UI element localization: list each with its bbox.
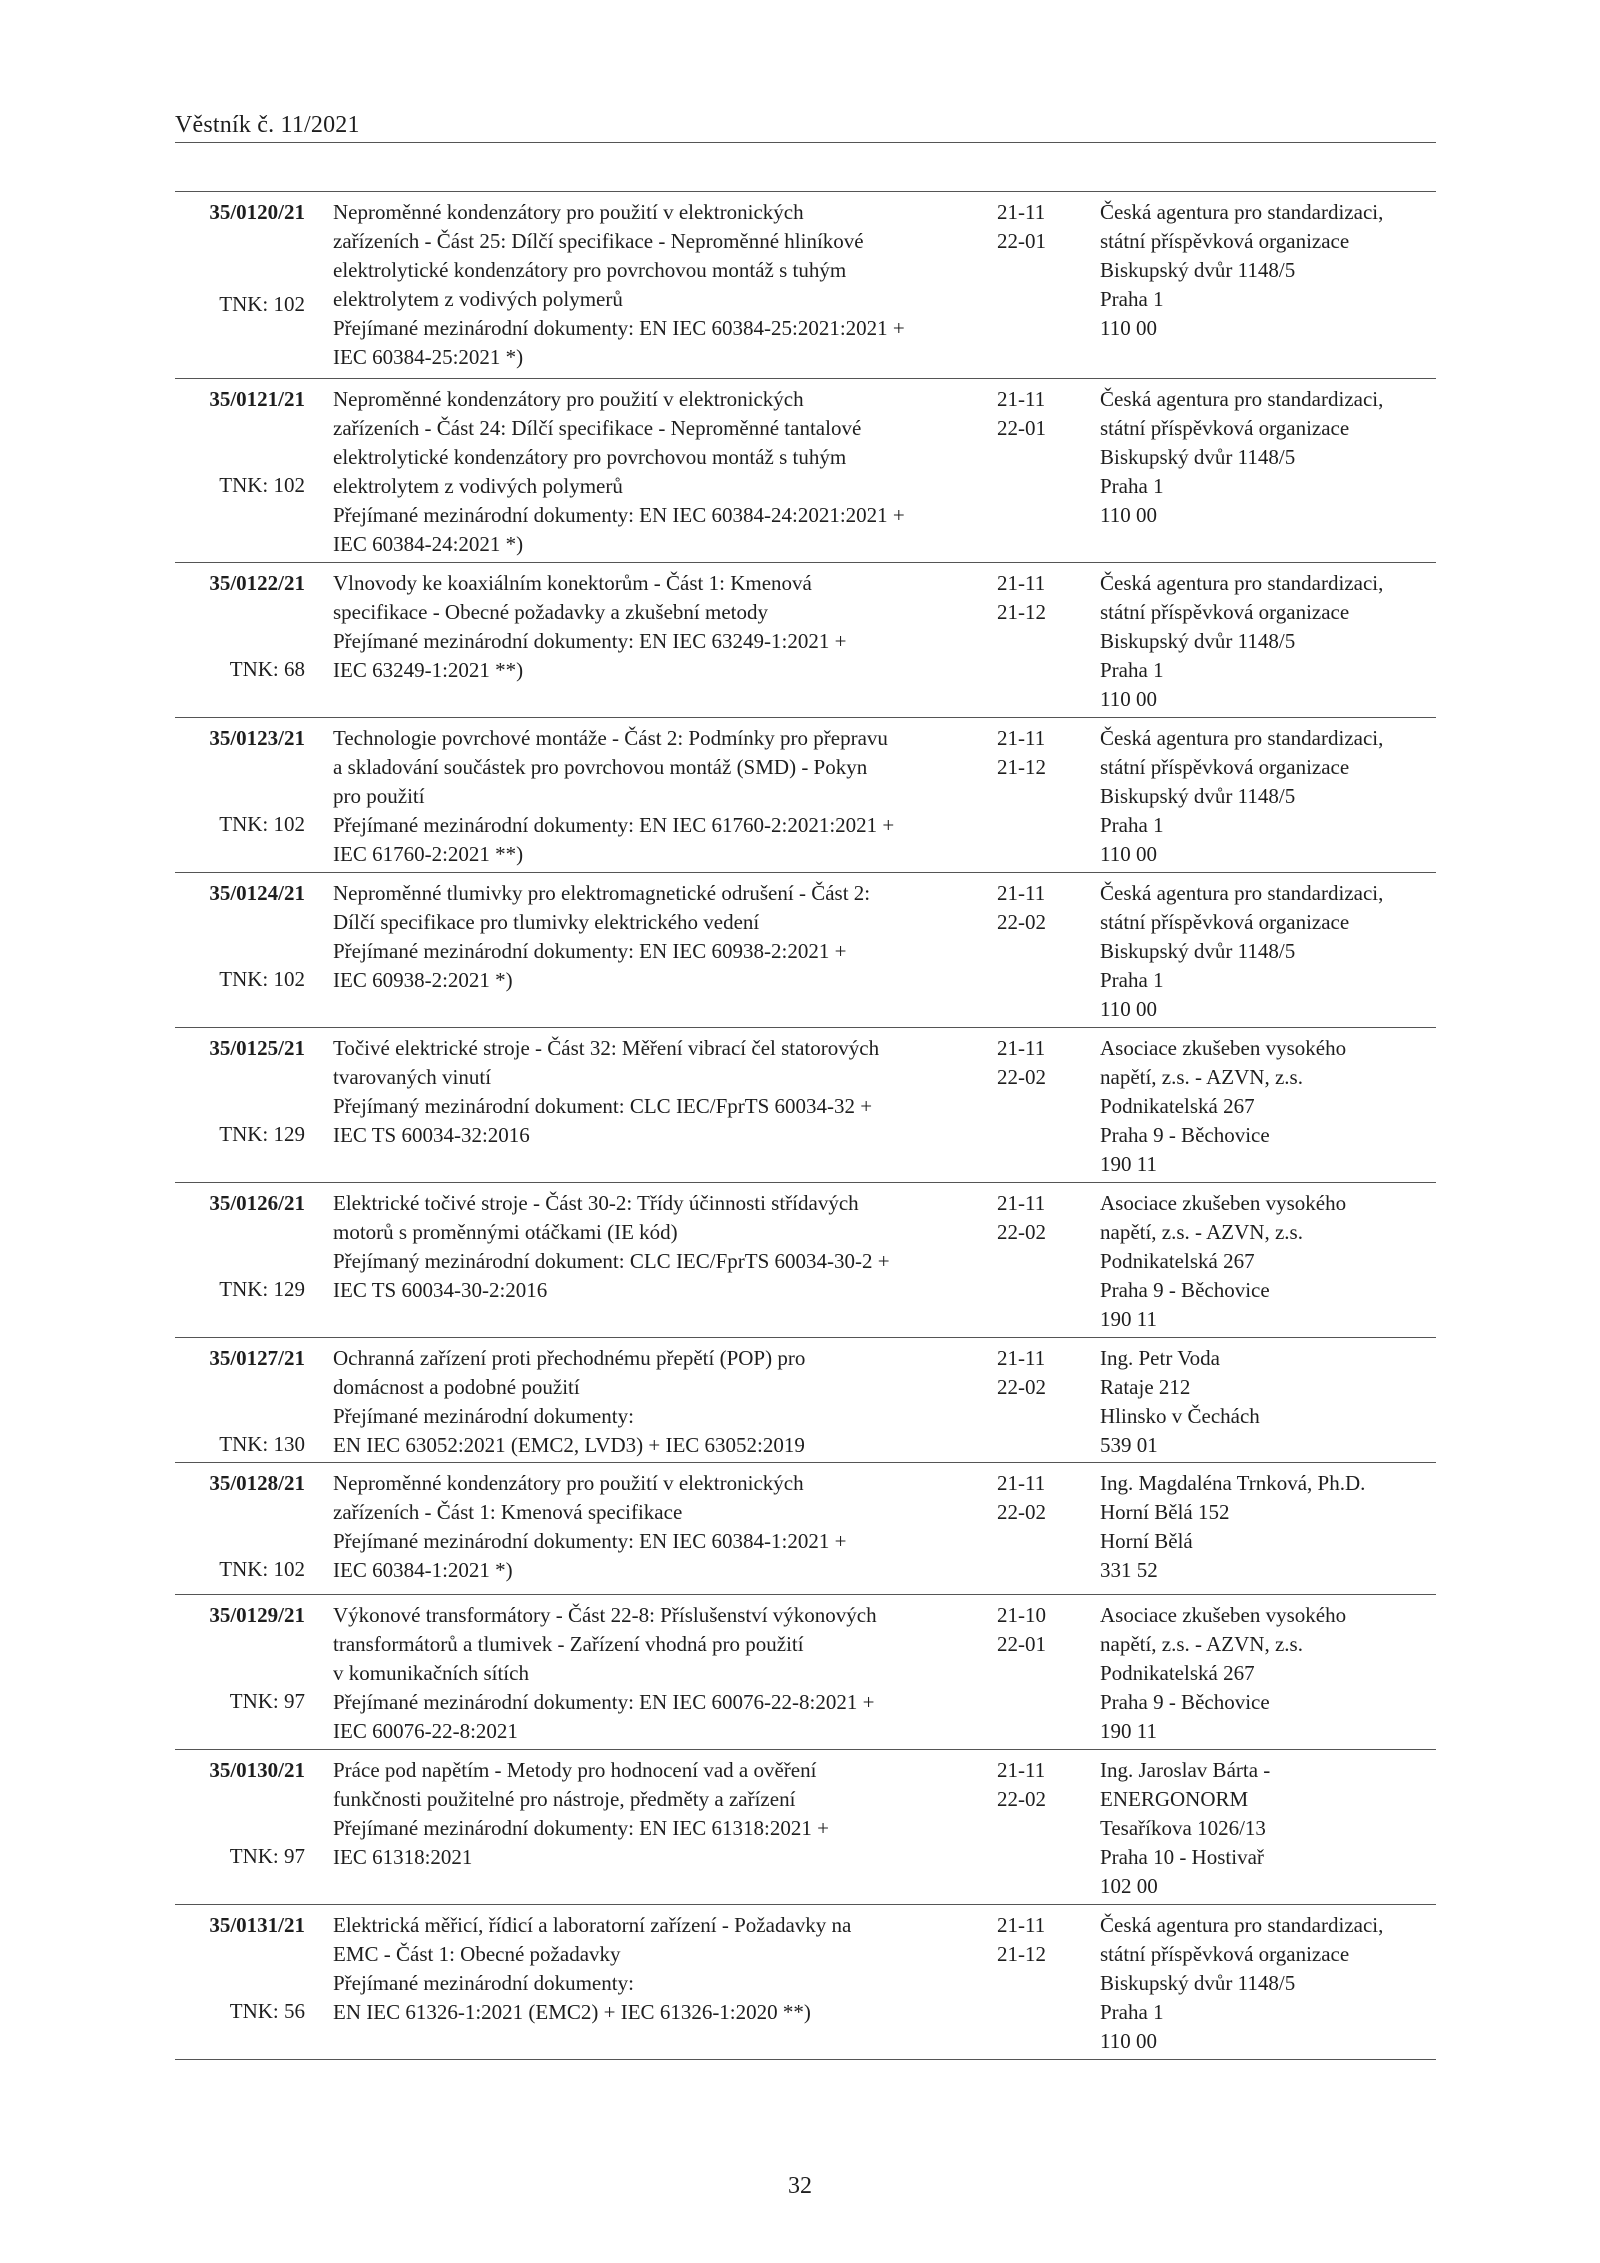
processor-line: Česká agentura pro standardizaci, — [1100, 1913, 1384, 1937]
entry-number: 35/0129/21 — [209, 1603, 305, 1627]
entry-number: 35/0121/21 — [209, 387, 305, 411]
processor-line: Biskupský dvůr 1148/5 — [1100, 784, 1296, 808]
processor-address — [1100, 1189, 1440, 1334]
processor-line: Podnikatelská 267 — [1100, 1249, 1255, 1273]
processor-line: Praha 10 - Hostivař — [1100, 1845, 1264, 1869]
table-row — [175, 873, 1436, 1028]
processor-line: Praha 9 - Běchovice — [1100, 1123, 1270, 1147]
processor-line: 110 00 — [1100, 316, 1157, 340]
title-line: Neproměnné tlumivky pro elektromagnetické odrušení - Část 2: — [333, 881, 871, 905]
standard-title — [333, 879, 871, 995]
entry-number: 35/0130/21 — [209, 1758, 305, 1782]
title-line: IEC 60076-22-8:2021 — [333, 1719, 518, 1743]
title-line: IEC 60384-25:2021 *) — [333, 345, 524, 369]
processor-line: Biskupský dvůr 1148/5 — [1100, 939, 1296, 963]
title-line: Přejímané mezinárodní dokumenty: — [333, 1404, 634, 1428]
standard-title — [333, 1756, 833, 1872]
tnk-code: TNK: 68 — [229, 657, 305, 681]
processor-line: 190 11 — [1100, 1719, 1157, 1743]
processor-line: Tesaříkova 1026/13 — [1100, 1816, 1266, 1840]
date-value: 22-01 — [997, 416, 1046, 440]
processor-line: Asociace zkušeben vysokého — [1100, 1191, 1347, 1215]
title-line: motorů s proměnnými otáčkami (IE kód) — [333, 1220, 678, 1244]
date-value: 22-02 — [997, 1500, 1046, 1524]
entry-number-cell — [175, 385, 305, 497]
date-value: 22-02 — [997, 1375, 1046, 1399]
processor-line: ENERGONORM — [1100, 1787, 1249, 1811]
processor-line: Praha 1 — [1100, 968, 1164, 992]
date-value: 21-11 — [997, 726, 1046, 750]
title-line: EN IEC 61326-1:2021 (EMC2) + IEC 61326-1:2020 **) — [333, 2000, 811, 2024]
processor-line: státní příspěvková organizace — [1100, 1942, 1350, 1966]
dates-cell — [997, 1469, 1067, 1527]
title-line: IEC 61760-2:2021 **) — [333, 842, 524, 866]
processor-line: státní příspěvková organizace — [1100, 910, 1350, 934]
standard-title — [333, 1189, 890, 1305]
dates-cell — [997, 724, 1067, 782]
standard-title — [333, 1911, 852, 2027]
title-line: elektrolytem z vodivých polymerů — [333, 474, 623, 498]
title-line: Točivé elektrické stroje - Část 32: Měření vibrací čel statorových — [333, 1036, 880, 1060]
title-line: tvarovaných vinutí — [333, 1065, 492, 1089]
dates-cell — [997, 1344, 1067, 1402]
page-header — [175, 110, 1436, 143]
title-line: Přejímané mezinárodní dokumenty: EN IEC 60076-22-8:2021 + — [333, 1690, 875, 1714]
title-line: a skladování součástek pro povrchovou montáž (SMD) - Pokyn — [333, 755, 868, 779]
title-line: Přejímané mezinárodní dokumenty: EN IEC 61760-2:2021:2021 + — [333, 813, 895, 837]
entry-number: 35/0128/21 — [209, 1471, 305, 1495]
title-line: Přejímané mezinárodní dokumenty: EN IEC 63249-1:2021 + — [333, 629, 847, 653]
date-value: 21-11 — [997, 1191, 1046, 1215]
dates-cell — [997, 1601, 1067, 1659]
title-line: Elektrické točivé stroje - Část 30-2: Třídy účinnosti střídavých — [333, 1191, 859, 1215]
processor-line: Praha 9 - Běchovice — [1100, 1278, 1270, 1302]
date-value: 22-01 — [997, 229, 1046, 253]
title-line: zařízeních - Část 24: Dílčí specifikace - Neproměnné tantalové — [333, 416, 862, 440]
table-row — [175, 1463, 1436, 1595]
processor-address — [1100, 879, 1440, 1024]
bulletin-title: Věstník č. 11/2021 — [175, 112, 360, 138]
processor-line: napětí, z.s. - AZVN, z.s. — [1100, 1065, 1303, 1089]
entry-number: 35/0122/21 — [209, 571, 305, 595]
title-line: Vlnovody ke koaxiálním konektorům - Část 1: Kmenová — [333, 571, 812, 595]
tnk-code: TNK: 102 — [219, 812, 305, 836]
title-line: pro použití — [333, 784, 425, 808]
entry-number: 35/0126/21 — [209, 1191, 305, 1215]
date-value: 22-02 — [997, 1065, 1046, 1089]
date-value: 21-11 — [997, 1471, 1046, 1495]
entry-number: 35/0123/21 — [209, 726, 305, 750]
date-value: 21-12 — [997, 1942, 1046, 1966]
processor-address — [1100, 724, 1440, 869]
processor-line: 102 00 — [1100, 1874, 1158, 1898]
processor-line: 190 11 — [1100, 1307, 1157, 1331]
entry-number-cell — [175, 1601, 305, 1713]
processor-line: Ing. Magdaléna Trnková, Ph.D. — [1100, 1471, 1366, 1495]
date-value: 22-02 — [997, 910, 1046, 934]
processor-line: Ing. Jaroslav Bárta - — [1100, 1758, 1271, 1782]
table-row — [175, 1183, 1436, 1338]
entry-number: 35/0120/21 — [209, 200, 305, 224]
tnk-code: TNK: 129 — [219, 1277, 305, 1301]
processor-line: Rataje 212 — [1100, 1375, 1191, 1399]
date-value: 21-10 — [997, 1603, 1046, 1627]
title-line: Přejímané mezinárodní dokumenty: EN IEC 60938-2:2021 + — [333, 939, 847, 963]
title-line: Přejímané mezinárodní dokumenty: EN IEC 60384-1:2021 + — [333, 1529, 847, 1553]
title-line: Elektrická měřicí, řídicí a laboratorní zařízení - Požadavky na — [333, 1913, 852, 1937]
tnk-code: TNK: 102 — [219, 473, 305, 497]
dates-cell — [997, 1756, 1067, 1814]
entry-number-cell — [175, 569, 305, 681]
date-value: 21-11 — [997, 1036, 1046, 1060]
dates-cell — [997, 1189, 1067, 1247]
tnk-code: TNK: 102 — [219, 1557, 305, 1581]
standards-table — [175, 191, 1436, 2060]
table-row — [175, 192, 1436, 379]
date-value: 21-11 — [997, 881, 1046, 905]
title-line: IEC TS 60034-32:2016 — [333, 1123, 530, 1147]
standard-title — [333, 198, 905, 372]
table-row — [175, 1338, 1436, 1463]
title-line: IEC TS 60034-30-2:2016 — [333, 1278, 548, 1302]
title-line: transformátorů a tlumivek - Zařízení vhodná pro použití — [333, 1632, 804, 1656]
table-row — [175, 1595, 1436, 1750]
title-line: EN IEC 63052:2021 (EMC2, LVD3) + IEC 63052:2019 — [333, 1433, 805, 1457]
entry-number: 35/0124/21 — [209, 881, 305, 905]
date-value: 21-11 — [997, 1758, 1046, 1782]
date-value: 21-11 — [997, 387, 1046, 411]
processor-line: Horní Bělá 152 — [1100, 1500, 1230, 1524]
processor-address — [1100, 1344, 1440, 1460]
table-row — [175, 1750, 1436, 1905]
processor-line: Praha 1 — [1100, 287, 1164, 311]
processor-line: napětí, z.s. - AZVN, z.s. — [1100, 1632, 1303, 1656]
title-line: Přejímané mezinárodní dokumenty: EN IEC 60384-24:2021:2021 + — [333, 503, 905, 527]
processor-line: 331 52 — [1100, 1558, 1158, 1582]
date-value: 21-11 — [997, 200, 1046, 224]
title-line: Technologie povrchové montáže - Část 2: Podmínky pro přepravu — [333, 726, 888, 750]
processor-line: napětí, z.s. - AZVN, z.s. — [1100, 1220, 1303, 1244]
dates-cell — [997, 1034, 1067, 1092]
date-value: 21-11 — [997, 1346, 1046, 1370]
processor-line: Česká agentura pro standardizaci, — [1100, 571, 1384, 595]
title-line: zařízeních - Část 25: Dílčí specifikace - Neproměnné hliníkové — [333, 229, 864, 253]
processor-line: Česká agentura pro standardizaci, — [1100, 387, 1384, 411]
date-value: 21-11 — [997, 1913, 1046, 1937]
tnk-code: TNK: 130 — [219, 1432, 305, 1456]
processor-line: Asociace zkušeben vysokého — [1100, 1603, 1347, 1627]
dates-cell — [997, 879, 1067, 937]
tnk-code: TNK: 102 — [219, 967, 305, 991]
date-value: 21-11 — [997, 571, 1046, 595]
title-line: IEC 63249-1:2021 **) — [333, 658, 524, 682]
entry-number-cell — [175, 1469, 305, 1581]
title-line: IEC 60938-2:2021 *) — [333, 968, 513, 992]
entry-number-cell — [175, 1034, 305, 1146]
processor-line: Podnikatelská 267 — [1100, 1094, 1255, 1118]
dates-cell — [997, 1911, 1067, 1969]
standard-title — [333, 385, 905, 559]
processor-line: Česká agentura pro standardizaci, — [1100, 726, 1384, 750]
entry-number-cell — [175, 879, 305, 991]
entry-number-cell — [175, 724, 305, 836]
title-line: Neproměnné kondenzátory pro použití v elektronických — [333, 200, 804, 224]
processor-line: státní příspěvková organizace — [1100, 755, 1350, 779]
title-line: Přejímané mezinárodní dokumenty: EN IEC 61318:2021 + — [333, 1816, 829, 1840]
title-line: Přejímaný mezinárodní dokument: CLC IEC/FprTS 60034-30-2 + — [333, 1249, 890, 1273]
processor-line: Hlinsko v Čechách — [1100, 1404, 1260, 1428]
page-number: 32 — [788, 2173, 812, 2199]
title-line: Výkonové transformátory - Část 22-8: Příslušenství výkonových — [333, 1603, 877, 1627]
date-value: 21-12 — [997, 600, 1046, 624]
title-line: Práce pod napětím - Metody pro hodnocení vad a ověření — [333, 1758, 817, 1782]
entry-number-cell — [175, 1911, 305, 2023]
standard-title — [333, 569, 847, 685]
title-line: Neproměnné kondenzátory pro použití v elektronických — [333, 387, 804, 411]
title-line: EMC - Část 1: Obecné požadavky — [333, 1942, 621, 1966]
date-value: 22-02 — [997, 1787, 1046, 1811]
dates-cell — [997, 569, 1067, 627]
entry-number-cell — [175, 1756, 305, 1868]
processor-line: Česká agentura pro standardizaci, — [1100, 881, 1384, 905]
table-row — [175, 563, 1436, 718]
processor-line: Ing. Petr Voda — [1100, 1346, 1220, 1370]
entry-number-cell — [175, 1189, 305, 1301]
processor-address — [1100, 198, 1440, 343]
processor-line: Praha 1 — [1100, 813, 1164, 837]
title-line: v komunikačních sítích — [333, 1661, 529, 1685]
processor-line: státní příspěvková organizace — [1100, 416, 1350, 440]
standard-title — [333, 1034, 880, 1150]
processor-line: Asociace zkušeben vysokého — [1100, 1036, 1347, 1060]
dates-cell — [997, 385, 1067, 443]
standard-title — [333, 1601, 877, 1746]
entry-number-cell — [175, 198, 305, 316]
title-line: Přejímané mezinárodní dokumenty: — [333, 1971, 634, 1995]
processor-line: Česká agentura pro standardizaci, — [1100, 200, 1384, 224]
processor-address — [1100, 1034, 1440, 1179]
standard-title — [333, 724, 895, 869]
title-line: Dílčí specifikace pro tlumivky elektrického vedení — [333, 910, 760, 934]
tnk-code: TNK: 102 — [219, 292, 305, 316]
processor-line: Biskupský dvůr 1148/5 — [1100, 258, 1296, 282]
tnk-code: TNK: 97 — [229, 1844, 305, 1868]
entry-number: 35/0131/21 — [209, 1913, 305, 1937]
processor-address — [1100, 1601, 1440, 1746]
processor-line: 539 01 — [1100, 1433, 1158, 1457]
dates-cell — [997, 198, 1067, 256]
processor-line: Biskupský dvůr 1148/5 — [1100, 629, 1296, 653]
entry-number: 35/0127/21 — [209, 1346, 305, 1370]
processor-address — [1100, 1911, 1440, 2056]
entry-number-cell — [175, 1344, 305, 1456]
table-row — [175, 718, 1436, 873]
title-line: elektrolytem z vodivých polymerů — [333, 287, 623, 311]
title-line: Přejímané mezinárodní dokumenty: EN IEC 60384-25:2021:2021 + — [333, 316, 905, 340]
title-line: Neproměnné kondenzátory pro použití v elektronických — [333, 1471, 804, 1495]
title-line: funkčnosti použitelné pro nástroje, předměty a zařízení — [333, 1787, 796, 1811]
processor-line: Praha 9 - Běchovice — [1100, 1690, 1270, 1714]
processor-line: Praha 1 — [1100, 2000, 1164, 2024]
processor-line: Horní Bělá — [1100, 1529, 1193, 1553]
entry-number: 35/0125/21 — [209, 1036, 305, 1060]
processor-line: Praha 1 — [1100, 658, 1164, 682]
title-line: zařízeních - Část 1: Kmenová specifikace — [333, 1500, 683, 1524]
processor-line: 110 00 — [1100, 503, 1157, 527]
processor-line: Praha 1 — [1100, 474, 1164, 498]
title-line: Ochranná zařízení proti přechodnému přepětí (POP) pro — [333, 1346, 806, 1370]
tnk-code: TNK: 129 — [219, 1122, 305, 1146]
processor-line: 110 00 — [1100, 2029, 1157, 2053]
processor-address — [1100, 1469, 1440, 1585]
processor-line: Podnikatelská 267 — [1100, 1661, 1255, 1685]
standard-title — [333, 1469, 847, 1585]
title-line: specifikace - Obecné požadavky a zkušební metody — [333, 600, 768, 624]
processor-address — [1100, 385, 1440, 530]
tnk-code: TNK: 97 — [229, 1689, 305, 1713]
processor-line: 110 00 — [1100, 842, 1157, 866]
table-row — [175, 1905, 1436, 2060]
processor-line: státní příspěvková organizace — [1100, 229, 1350, 253]
title-line: IEC 61318:2021 — [333, 1845, 473, 1869]
title-line: IEC 60384-24:2021 *) — [333, 532, 524, 556]
title-line: domácnost a podobné použití — [333, 1375, 580, 1399]
title-line: elektrolytické kondenzátory pro povrchovou montáž s tuhým — [333, 445, 847, 469]
standard-title — [333, 1344, 833, 1460]
title-line: Přejímaný mezinárodní dokument: CLC IEC/FprTS 60034-32 + — [333, 1094, 873, 1118]
title-line: IEC 60384-1:2021 *) — [333, 1558, 513, 1582]
processor-address — [1100, 569, 1440, 714]
table-row — [175, 1028, 1436, 1183]
processor-line: 190 11 — [1100, 1152, 1157, 1176]
date-value: 22-02 — [997, 1220, 1046, 1244]
processor-address — [1100, 1756, 1440, 1901]
date-value: 21-12 — [997, 755, 1046, 779]
processor-line: státní příspěvková organizace — [1100, 600, 1350, 624]
tnk-code: TNK: 56 — [229, 1999, 305, 2023]
table-row — [175, 379, 1436, 563]
date-value: 22-01 — [997, 1632, 1046, 1656]
title-line: elektrolytické kondenzátory pro povrchovou montáž s tuhým — [333, 258, 847, 282]
processor-line: 110 00 — [1100, 997, 1157, 1021]
processor-line: Biskupský dvůr 1148/5 — [1100, 1971, 1296, 1995]
processor-line: 110 00 — [1100, 687, 1157, 711]
processor-line: Biskupský dvůr 1148/5 — [1100, 445, 1296, 469]
